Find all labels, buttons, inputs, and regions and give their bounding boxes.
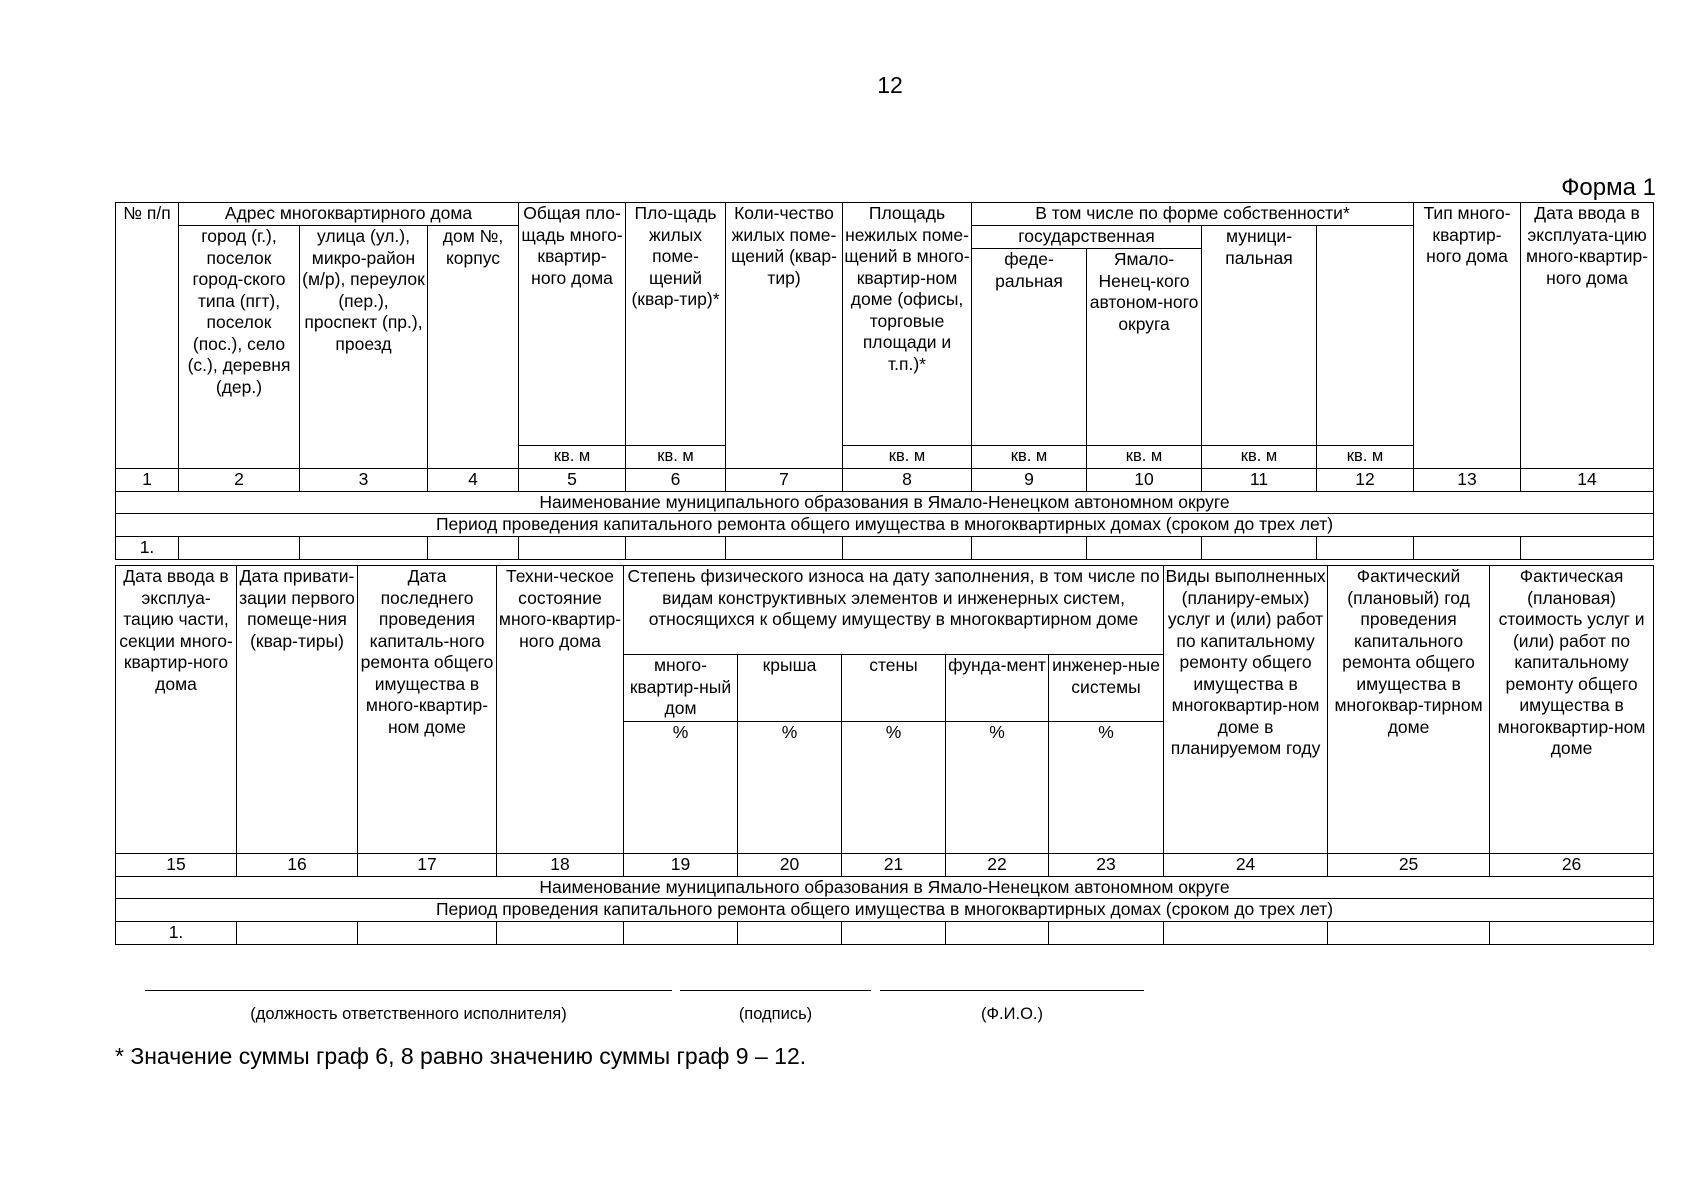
col-number: 1	[116, 469, 179, 492]
header-17: Дата последнего проведения капиталь-ного ремонта общего имущества в много-квартир-ном доме	[358, 566, 497, 854]
header-20: крыша	[738, 655, 842, 722]
header-24: Виды выполненных (планиру-емых) услуг и (или) работ по капитальному ремонту общего имущества в многоквартир-ном доме в планируемом году	[1164, 566, 1328, 854]
unit-col-9: кв. м	[972, 446, 1087, 469]
header-state: государственная	[972, 226, 1202, 249]
data-cell[interactable]	[179, 536, 300, 559]
header-nonliving-area: Площадь нежилых поме-щений в много-квартир-ном доме (офисы, торговые площади и т.п.)*	[843, 203, 972, 446]
header-22: фунда-мент	[946, 655, 1049, 722]
col-number: 26	[1490, 854, 1654, 877]
col-number: 18	[497, 854, 624, 877]
municipality-row: Наименование муниципального образования в Ямало-Ненецком автономном округе	[116, 876, 1654, 899]
position-caption: (должность ответственного исполнителя)	[250, 1005, 567, 1023]
percent-col-20: %	[738, 722, 842, 854]
col-number: 24	[1164, 854, 1328, 877]
table-1	[115, 202, 1654, 560]
header-building-type: Тип много-квартир-ного дома	[1414, 203, 1521, 469]
col-number: 17	[358, 854, 497, 877]
period-row: Период проведения капитального ремонта общего имущества в многоквартирных домах (сроком до трех лет)	[116, 899, 1654, 922]
header-25: Фактический (плановый) год проведения капитального ремонта общего имущества в многоквар-тирном доме	[1328, 566, 1490, 854]
col-number: 3	[300, 469, 428, 492]
data-cell[interactable]	[842, 921, 946, 944]
footnote: * Значение суммы граф 6, 8 равно значению суммы граф 9 – 12.	[115, 1043, 807, 1069]
col-number: 4	[428, 469, 519, 492]
unit-col-8: кв. м	[843, 446, 972, 469]
col-number: 22	[946, 854, 1049, 877]
signature-caption: (подпись)	[738, 1005, 813, 1023]
data-cell[interactable]	[1328, 921, 1490, 944]
form-label: Форма 1	[1561, 174, 1656, 201]
unit-col-5: кв. м	[519, 446, 626, 469]
data-cell[interactable]	[358, 921, 497, 944]
header-street: улица (ул.), микро-район (м/р), переулок (пер.), проспект (пр.), проезд	[300, 226, 428, 469]
header-23: инженер-ные системы	[1049, 655, 1164, 722]
col-number: 7	[726, 469, 843, 492]
data-cell[interactable]	[1490, 921, 1654, 944]
header-address: Адрес многоквартирного дома	[179, 203, 519, 226]
header-21: стены	[842, 655, 946, 722]
name-signature-line[interactable]	[880, 990, 1144, 991]
header-18: Техни-ческое состояние много-квартир-ного дома	[497, 566, 624, 854]
unit-col-11: кв. м	[1202, 446, 1317, 469]
data-cell[interactable]	[1049, 921, 1164, 944]
percent-col-21: %	[842, 722, 946, 854]
name-caption: (Ф.И.О.)	[981, 1005, 1043, 1023]
page-number: 12	[877, 72, 903, 98]
unit-col-12: кв. м	[1317, 446, 1414, 469]
col-number: 12	[1317, 469, 1414, 492]
data-cell[interactable]	[738, 921, 842, 944]
col-number: 5	[519, 469, 626, 492]
data-cell[interactable]	[726, 536, 843, 559]
header-apartment-count: Коли-чество жилых поме-щений (квар-тир)	[726, 203, 843, 469]
col-number: 25	[1328, 854, 1490, 877]
row-number: 1.	[116, 921, 237, 944]
header-living-area: Пло-щадь жилых поме-щений (квар-тир)*	[626, 203, 726, 446]
header-16: Дата привати-зации первого помеще-ния (квар-тиры)	[237, 566, 358, 854]
header-26: Фактическая (плановая) стоимость услуг и (или) работ по капитальному ремонту общего имущества в многоквартир-ном доме	[1490, 566, 1654, 854]
header-commission-date: Дата ввода в эксплуата-цию много-квартир-ного дома	[1521, 203, 1654, 469]
header-19: много-квартир-ный дом	[624, 655, 738, 722]
col-number: 14	[1521, 469, 1654, 492]
col-number: 10	[1087, 469, 1202, 492]
data-cell[interactable]	[519, 536, 626, 559]
header-city: город (г.), поселок город-ского типа (пгт), поселок (пос.), село (с.), деревня (дер.)	[179, 226, 300, 469]
data-cell[interactable]	[972, 536, 1087, 559]
col-number: 16	[237, 854, 358, 877]
col-number: 23	[1049, 854, 1164, 877]
header-municipal: муници-пальная	[1202, 226, 1317, 446]
data-cell[interactable]	[1317, 536, 1414, 559]
data-cell[interactable]	[1087, 536, 1202, 559]
percent-col-19: %	[624, 722, 738, 854]
data-cell[interactable]	[428, 536, 519, 559]
header-15: Дата ввода в эксплуа-тацию части, секции много-квартир-ного дома	[116, 566, 237, 854]
header-wear: Степень физического износа на дату заполнения, в том числе по видам конструктивных элементов и инженерных систем, относящихся к общему имуществу в многоквартирном доме	[624, 566, 1164, 655]
data-cell[interactable]	[1202, 536, 1317, 559]
data-cell[interactable]	[300, 536, 428, 559]
col-number: 15	[116, 854, 237, 877]
col-number: 20	[738, 854, 842, 877]
data-cell[interactable]	[1164, 921, 1328, 944]
header-total-area: Общая пло-щадь много-квартир-ного дома	[519, 203, 626, 446]
data-cell[interactable]	[1521, 536, 1654, 559]
data-cell[interactable]	[497, 921, 624, 944]
header-no: № п/п	[116, 203, 179, 469]
percent-col-23: %	[1049, 722, 1164, 854]
col-number: 21	[842, 854, 946, 877]
data-cell[interactable]	[624, 921, 738, 944]
col-number: 11	[1202, 469, 1317, 492]
header-other	[1317, 226, 1414, 446]
unit-col-6: кв. м	[626, 446, 726, 469]
col-number: 2	[179, 469, 300, 492]
col-number: 13	[1414, 469, 1521, 492]
header-yamal: Ямало-Ненец-кого автоном-ного округа	[1087, 249, 1202, 446]
percent-col-22: %	[946, 722, 1049, 854]
col-number: 6	[626, 469, 726, 492]
header-ownership: В том числе по форме собственности*	[972, 203, 1414, 226]
data-cell[interactable]	[1414, 536, 1521, 559]
unit-col-10: кв. м	[1087, 446, 1202, 469]
data-cell[interactable]	[946, 921, 1049, 944]
header-house: дом №, корпус	[428, 226, 519, 469]
signature-line[interactable]	[680, 990, 871, 991]
col-number: 8	[843, 469, 972, 492]
table-2	[115, 565, 1654, 945]
col-number: 19	[624, 854, 738, 877]
col-number: 9	[972, 469, 1087, 492]
data-cell[interactable]	[237, 921, 358, 944]
row-number: 1.	[116, 536, 179, 559]
data-cell[interactable]	[626, 536, 726, 559]
position-signature-line[interactable]	[145, 990, 672, 991]
municipality-row: Наименование муниципального образования в Ямало-Ненецком автономном округе	[116, 491, 1654, 514]
header-federal: феде-ральная	[972, 249, 1087, 446]
period-row: Период проведения капитального ремонта общего имущества в многоквартирных домах (сроком до трех лет)	[116, 514, 1654, 537]
data-cell[interactable]	[843, 536, 972, 559]
